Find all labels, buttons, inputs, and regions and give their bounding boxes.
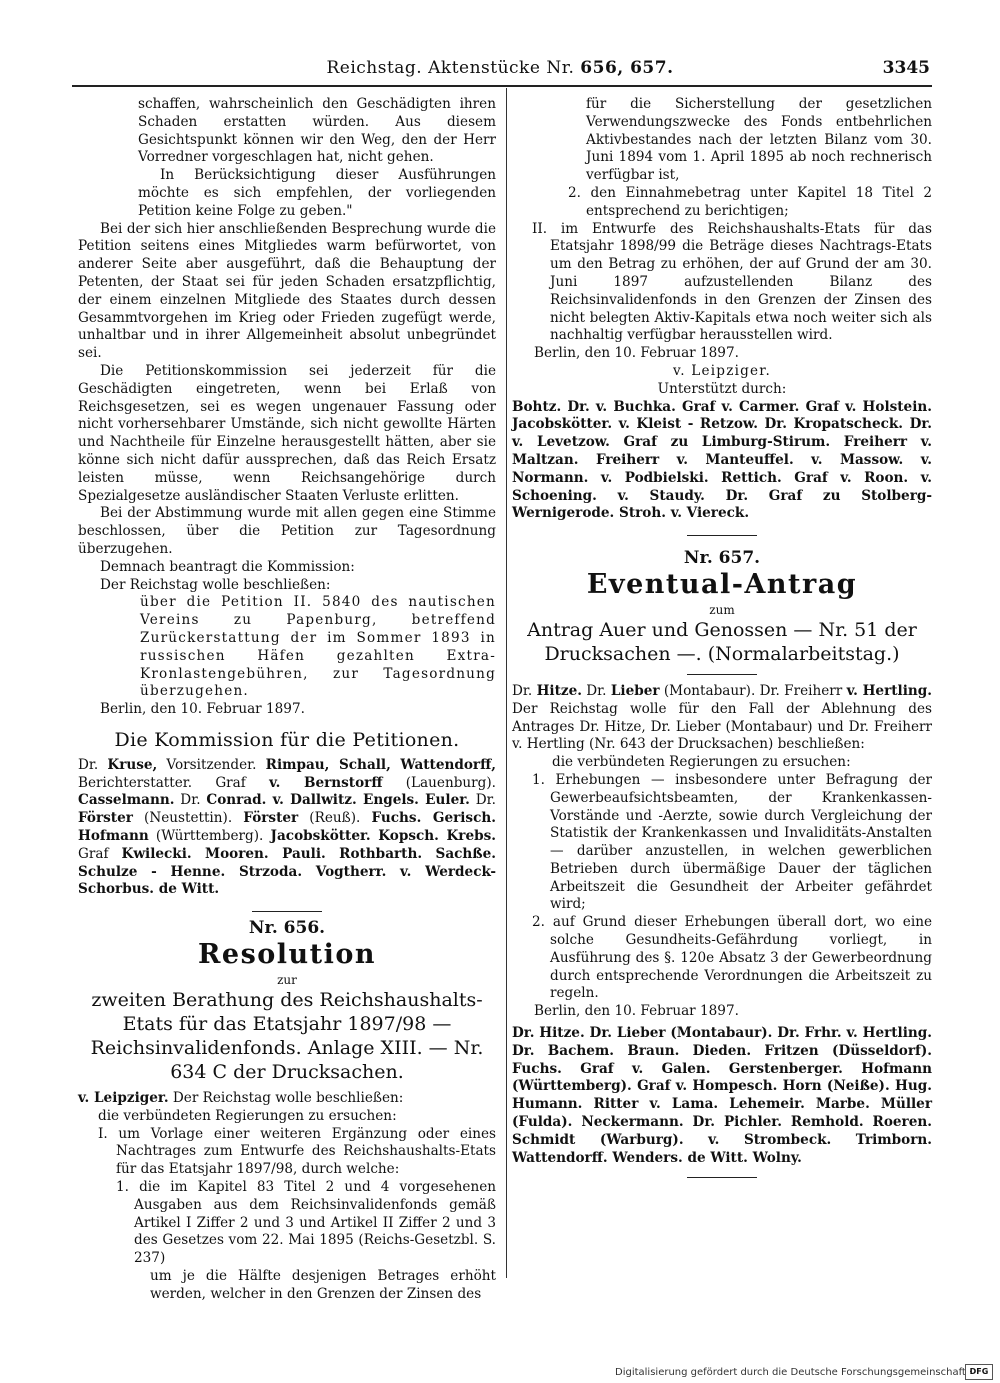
section-title: Eventual-Antrag (586, 568, 858, 600)
left-column (78, 96, 496, 1304)
motion-text: über die Petition II. 5840 des nautischen Vereins zu Papenburg, betreffend Zurückerstattung der im Sommer 1893 in russischen Häfen gezahlten Extra-Kronlastengebühren, zur Tagesordnung überzugehen. (140, 594, 496, 700)
list-item: 1. die im Kapitel 83 Titel 2 und 4 vorgesehenen Ausgaben aus dem Reichsinvalidenfonds gemäß Artikel I Ziffer 2 und 3 und Artikel II Ziffer 2 und 3 des Gesetzes vom 22. Mai 1895 (Reichs-Gesetzbl. S. 237) (116, 1179, 496, 1267)
column-divider (506, 88, 507, 1278)
section-number: Nr. 656. (248, 918, 326, 939)
date-line: Berlin, den 10. Februar 1897. (100, 701, 305, 718)
running-title (70, 58, 930, 78)
list-item: 2. auf Grund dieser Erhebungen überall dort, wo eine solche Gesundheits-Gefährdung vorliegt, in Ausführung des §. 120e Absatz 3 der Gewerbeordnung durch entsprechende Verordnungen die Arbeitszeit zu regeln. (532, 914, 932, 1002)
date-line: Berlin, den 10. Februar 1897. (534, 1003, 739, 1020)
page-number: 3345 (882, 58, 930, 78)
paragraph: Demnach beantragt die Kommission: (100, 558, 355, 575)
committee-heading: Die Kommission für die Petitionen. (114, 728, 460, 751)
supporters-list: Dr. Hitze. Dr. Lieber (Montabaur). Dr. Frhr. v. Hertling. Dr. Bachem. Braun. Dieden. Fritzen (Düsseldorf). Fuchs. Graf v. Galen. Gerstenberger. Hofmann (Württemberg). Graf v. Hompesch. Horn (Neiße). Hug. Humann. Ritter v. Lama. Lehemeir. Marbe. Müller (Fulda). Neckermann. Dr. Pichler. Remhold. Roeren. Schmidt (Warburg). v. Strombeck. Trimborn. Wattendorff. Wenders. de Witt. Wolny. (512, 1025, 932, 1166)
section-rule (687, 1177, 757, 1178)
section-connector: zum (709, 602, 735, 617)
paragraph: Bei der sich hier anschließenden Besprechung wurde die Petition seitens eines Mitgliedes warm befürwortet, von anderer Seite aber ausgeführt, daß die Behauptung der Petenten, der Staat sei für jeden Schaden ersatzpflichtig, der einem einzelnen Mitgliede des Staates durch dessen Gesammtvorgehen im Krieg oder Frieden zugefügt werde, unhaltbar und in ihrer Allgemeinheit absolut unbegründet sei. (78, 220, 496, 362)
supported-by-label: Unterstützt durch: (657, 380, 787, 397)
signatories: Dr. Kruse, Vorsitzender. Rimpau, Schall, Wattendorff, Berichterstatter. Graf v. Bernstorff (Lauenburg). Casselmann. Dr. Conrad. v. Dallwitz. Engels. Euler. Dr. Förster (Neustettin). Förster (Reuß). Fuchs. Gerisch. Hofmann (Württemberg). Jacobskötter. Kopsch. Krebs. Graf Kwilecki. Mooren. Pauli. Rothbarth. Sachße. Schulze - Henne. Strzoda. Vogtherr. v. Werdeck-Schorbus. de Witt. (78, 756, 496, 898)
running-title-numbers: 656, 657. (580, 58, 674, 78)
paragraph: Bei der Abstimmung wurde mit allen gegen eine Stimme beschlossen, über die Petition zur Tagesordnung überzugehen. (78, 505, 496, 557)
dfg-logo: DFG (965, 1364, 993, 1380)
section-title: Resolution (197, 939, 377, 971)
section-connector: zur (277, 973, 297, 988)
paragraph: In Berücksichtigung dieser Ausführungen möchte es sich empfehlen, der vorliegenden Petition keine Folge zu geben." (138, 167, 496, 219)
right-column (512, 96, 932, 1178)
section-rule (687, 674, 757, 675)
section-subtitle: zweiten Berathung des Reichshaushalts-Etats für das Etatsjahr 1897/98 — Reichsinvalidenfonds. Anlage XIII. — Nr. 634 C der Drucksachen. (90, 989, 484, 1084)
section-rule (687, 535, 757, 536)
paragraph: die verbündeten Regierungen zu ersuchen: (552, 754, 851, 771)
signatory-name: v. Leipziger. (672, 362, 771, 379)
header-rule (72, 85, 932, 87)
list-item: 2. den Einnahmebetrag unter Kapitel 18 Titel 2 entsprechend zu berichtigen; (568, 184, 932, 219)
paragraph: die verbündeten Regierungen zu ersuchen: (98, 1107, 397, 1124)
section-subtitle: Antrag Auer und Genossen — Nr. 51 der Drucksachen —. (Normalarbeitstag.) (527, 618, 917, 665)
section-number: Nr. 657. (683, 548, 761, 569)
date-line: Berlin, den 10. Februar 1897. (534, 345, 739, 362)
list-item: I. um Vorlage einer weiteren Ergänzung oder eines Nachtrages zum Entwurfe des Reichshaushalts-Etats für das Etatsjahr 1897/98, durch welche: (98, 1125, 496, 1178)
paragraph: Die Petitionskommission sei jederzeit für die Geschädigten eingetreten, wenn bei Erlaß von Reichsgesetzen, sei es wegen ungenauer Fassung oder nicht vorhersehbarer Umstände, sich nicht gewollte Härten und Nachtheile für Einzelne herausgestellt hätten, aber sie könne sich nicht dafür aussprechen, daß das Reich Ersatz leisten müsse, wenn Reichsangehörige durch Spezialgesetze ausländischer Staaten Verluste erlitten. (78, 362, 496, 504)
supporters-list: Bohtz. Dr. v. Buchka. Graf v. Carmer. Graf v. Holstein. Jacobskötter. v. Kleist - Retzow. Dr. Kropatscheck. Dr. v. Levetzow. Graf zu Limburg-Stirum. Freiherr v. Maltzan. Freiherr v. Manteuffel. v. Massow. v. Normann. v. Podbielski. Rettich. Graf v. Roon. v. Schoening. v. Staudy. Dr. Graf zu Stolberg-Wernigerode. Stroh. v. Viereck. (512, 398, 932, 522)
running-title-text: Reichstag. Aktenstücke Nr. (326, 58, 575, 78)
paragraph: um je die Hälfte desjenigen Betrages erhöht werden, welcher in den Grenzen der Zinsen des (150, 1268, 496, 1302)
digitization-credit: Digitalisierung gefördert durch die Deutsche Forschungsgemeinschaft · (615, 1367, 973, 1378)
paragraph: Der Reichstag wolle beschließen: (100, 576, 331, 593)
running-header (70, 58, 930, 84)
resolution-intro: v. Leipziger. Der Reichstag wolle beschließen: (78, 1090, 404, 1107)
paragraph: schaffen, wahrscheinlich den Geschädigten ihren Schaden erstatten würden. Aus diesem Gesichtspunkt können wir den Weg, den der Herr Vorredner vorgeschlagen hat, nicht gehen. (138, 96, 496, 166)
paragraph: für die Sicherstellung der gesetzlichen Verwendungszwecke des Fonds entbehrlichen Aktivbestandes nach der letzten Bilanz vom 30. Juni 1894 vom 1. April 1895 ab noch rechnerisch verfügbar ist, (586, 96, 932, 184)
motion-intro: Dr. Hitze. Dr. Lieber (Montabaur). Dr. Freiherr v. Hertling. Der Reichstag wolle für den Fall der Ablehnung des Antrages Dr. Hitze, Dr. Lieber (Montabaur) und Dr. Freiherr v. Hertling (Nr. 643 der Drucksachen) beschließen: (512, 682, 932, 753)
list-item: II. im Entwurfe des Reichshaushalts-Etats für das Etatsjahr 1898/99 die Beträge dieses Nachtrags-Etats um den Betrag zu erhöhen, der auf Grund der am 30. Juni 1897 aufzustellenden Bilanz des Reichsinvalidenfonds in den Grenzen der Zinsen des nicht belegten Aktiv-Kapitals etwa noch weiter sich als nachhaltig verfügbar herausstellen wird. (532, 220, 932, 344)
section-rule (252, 911, 322, 912)
list-item: 1. Erhebungen — insbesondere unter Befragung der Gewerbeaufsichtsbeamten, der Krankenkassen-Vorstände und -Aerzte, sowie durch Vergleichung der Statistik der Krankenkassen und Invaliditäts-Anstalten — darüber anzustellen, in welchen gewerblichen Betrieben durch übermäßige Dauer der täglichen Arbeitszeit die Gesundheit der Arbeiter gefährdet wird; (532, 771, 932, 913)
